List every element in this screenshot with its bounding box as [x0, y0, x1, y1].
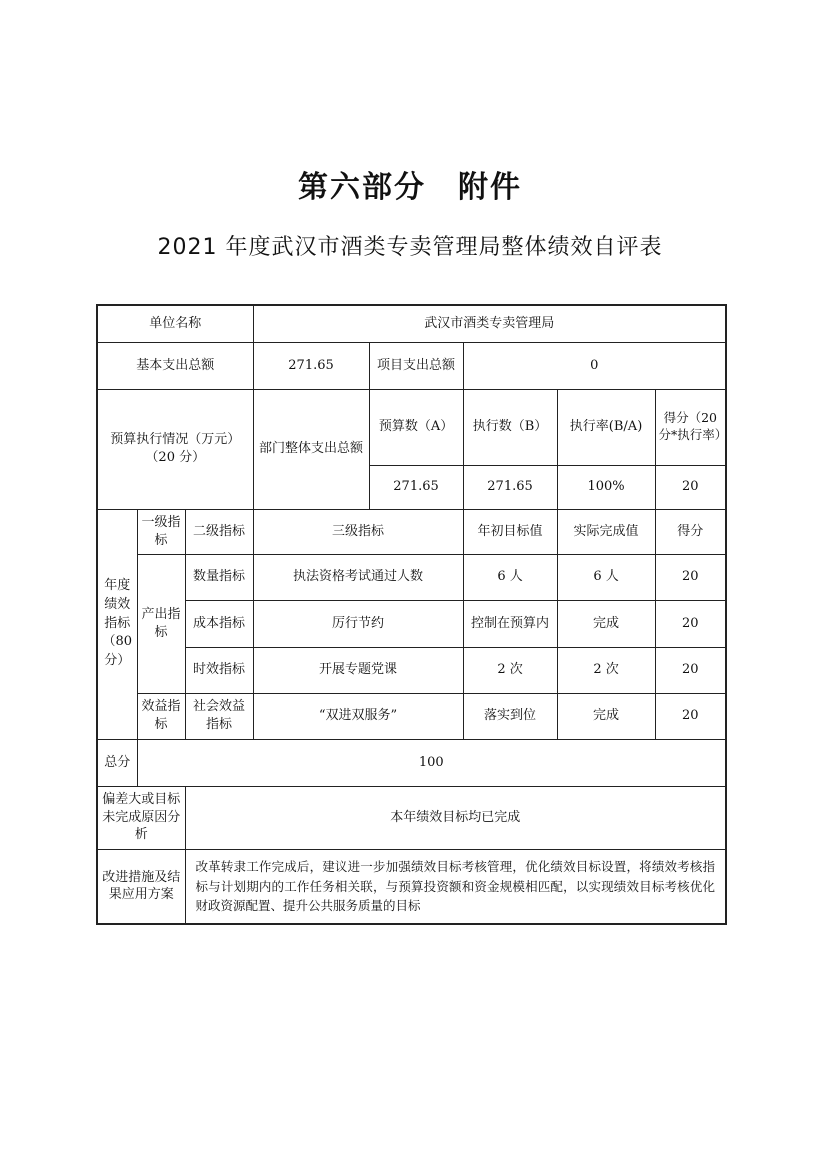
- indicator-level2: 时效指标: [185, 647, 253, 693]
- header-score: 得分: [655, 509, 726, 554]
- budget-score-value: 20: [655, 465, 726, 509]
- deviation-value: 本年绩效目标均已完成: [185, 786, 726, 849]
- header-level3: 三级指标: [253, 509, 463, 554]
- indicator-target: 控制在预算内: [463, 600, 557, 647]
- indicator-score: 20: [655, 693, 726, 739]
- budget-a-value: 271.65: [369, 465, 463, 509]
- header-target: 年初目标值: [463, 509, 557, 554]
- indicator-level2: 社会效益指标: [185, 693, 253, 739]
- indicator-level2: 数量指标: [185, 554, 253, 600]
- basic-expense-label: 基本支出总额: [97, 342, 253, 389]
- indicator-level3: “双进双服务”: [253, 693, 463, 739]
- indicator-level2: 成本指标: [185, 600, 253, 647]
- execution-rate-value: 100%: [557, 465, 655, 509]
- unit-name-label: 单位名称: [97, 305, 253, 342]
- indicator-level3: 厉行节约: [253, 600, 463, 647]
- project-expense-label: 项目支出总额: [369, 342, 463, 389]
- indicator-actual: 完成: [557, 693, 655, 739]
- improvement-label: 改进措施及结果应用方案: [97, 849, 185, 924]
- indicator-target: 2 次: [463, 647, 557, 693]
- indicator-target: 6 人: [463, 554, 557, 600]
- indicator-score: 20: [655, 600, 726, 647]
- indicator-level3: 执法资格考试通过人数: [253, 554, 463, 600]
- indicator-level3: 开展专题党课: [253, 647, 463, 693]
- basic-expense-value: 271.65: [253, 342, 369, 389]
- total-score-label: 总分: [97, 739, 137, 786]
- col-budget-a: 预算数（A）: [369, 389, 463, 465]
- total-score-value: 100: [137, 739, 726, 786]
- header-level2: 二级指标: [185, 509, 253, 554]
- improvement-value: 改革转隶工作完成后，建议进一步加强绩效目标考核管理，优化绩效目标设置，将绩效考核指标与计划期内的工作任务相关联，与预算投资额和资金规模相匹配，以实现绩效目标考核优化财政资源配置、提升公共服务质量的目标: [185, 849, 726, 924]
- col-execution-b: 执行数（B）: [463, 389, 557, 465]
- annual-indicators-label: 年度绩效指标（80分）: [97, 509, 137, 739]
- project-expense-value: 0: [463, 342, 726, 389]
- performance-table: [96, 304, 727, 925]
- table-title: 2021 年度武汉市酒类专卖管理局整体绩效自评表: [157, 235, 663, 260]
- output-indicator-label: 产出指标: [137, 554, 185, 693]
- dept-total-label: 部门整体支出总额: [253, 389, 369, 509]
- indicator-score: 20: [655, 647, 726, 693]
- unit-name-value: 武汉市酒类专卖管理局: [253, 305, 726, 342]
- budget-execution-label: 预算执行情况（万元）（20 分）: [97, 389, 253, 509]
- col-execution-rate: 执行率(B/A): [557, 389, 655, 465]
- indicator-score: 20: [655, 554, 726, 600]
- indicator-actual: 2 次: [557, 647, 655, 693]
- execution-b-value: 271.65: [463, 465, 557, 509]
- benefit-indicator-label: 效益指标: [137, 693, 185, 739]
- indicator-actual: 完成: [557, 600, 655, 647]
- deviation-label: 偏差大或目标未完成原因分析: [97, 786, 185, 849]
- col-budget-score: 得分（20 分*执行率）: [655, 389, 726, 465]
- page-heading: 第六部分 附件: [298, 170, 522, 205]
- indicator-target: 落实到位: [463, 693, 557, 739]
- indicator-actual: 6 人: [557, 554, 655, 600]
- header-level1: 一级指标: [137, 509, 185, 554]
- header-actual: 实际完成值: [557, 509, 655, 554]
